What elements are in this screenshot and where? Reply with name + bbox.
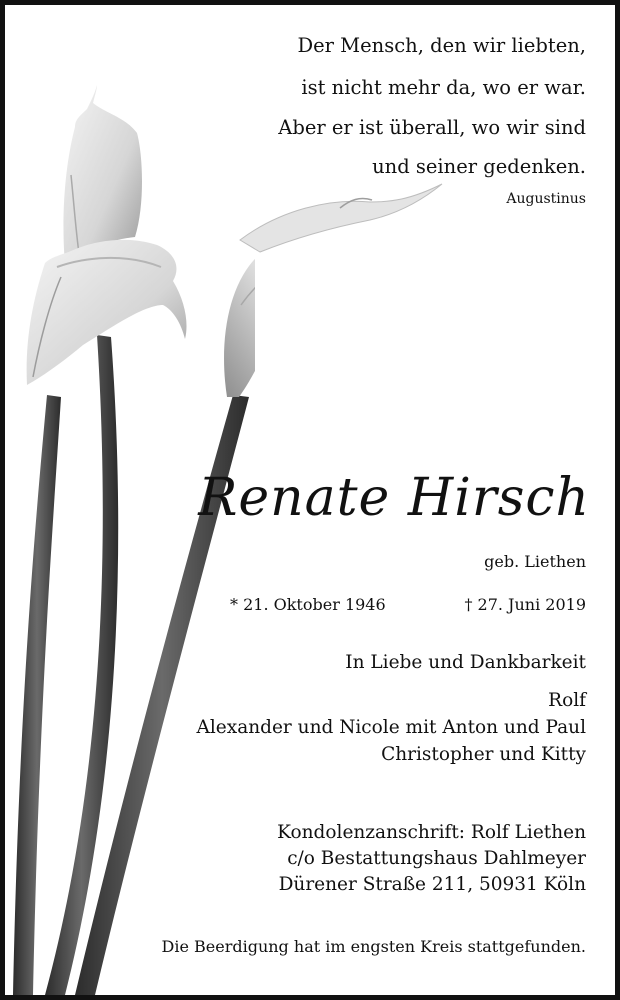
death-date: † 27. Juni 2019 [464,595,586,614]
birth-name: geb. Liethen [484,552,586,571]
condolence-address-line: c/o Bestattungshaus Dahlmeyer [287,848,586,869]
stem-left [13,395,61,995]
birth-date: * 21. Oktober 1946 [230,595,386,614]
lily-top [63,85,142,265]
deceased-name: Renate Hirsch [198,468,590,528]
mourner-line: Rolf [548,690,586,711]
condolence-address-line: Dürener Straße 211, 50931 Köln [278,874,586,895]
funeral-note: Die Beerdigung hat im engsten Kreis stattgefunden. [161,937,586,956]
quote-line-4: und seiner gedenken. [372,155,586,178]
mourners-intro: In Liebe und Dankbarkeit [345,652,586,673]
condolence-address-line: Kondolenzanschrift: Rolf Liethen [277,822,586,843]
calla-lily-right-tip [220,180,460,260]
quote-line-1: Der Mensch, den wir liebten, [297,34,586,57]
mourner-line: Christopher und Kitty [381,744,586,765]
quote-line-3: Aber er ist überall, wo wir sind [278,116,586,139]
quote-line-2: ist nicht mehr da, wo er war. [301,76,586,99]
mourner-line: Alexander und Nicole mit Anton und Paul [196,717,586,738]
quote-author: Augustinus [506,191,586,207]
